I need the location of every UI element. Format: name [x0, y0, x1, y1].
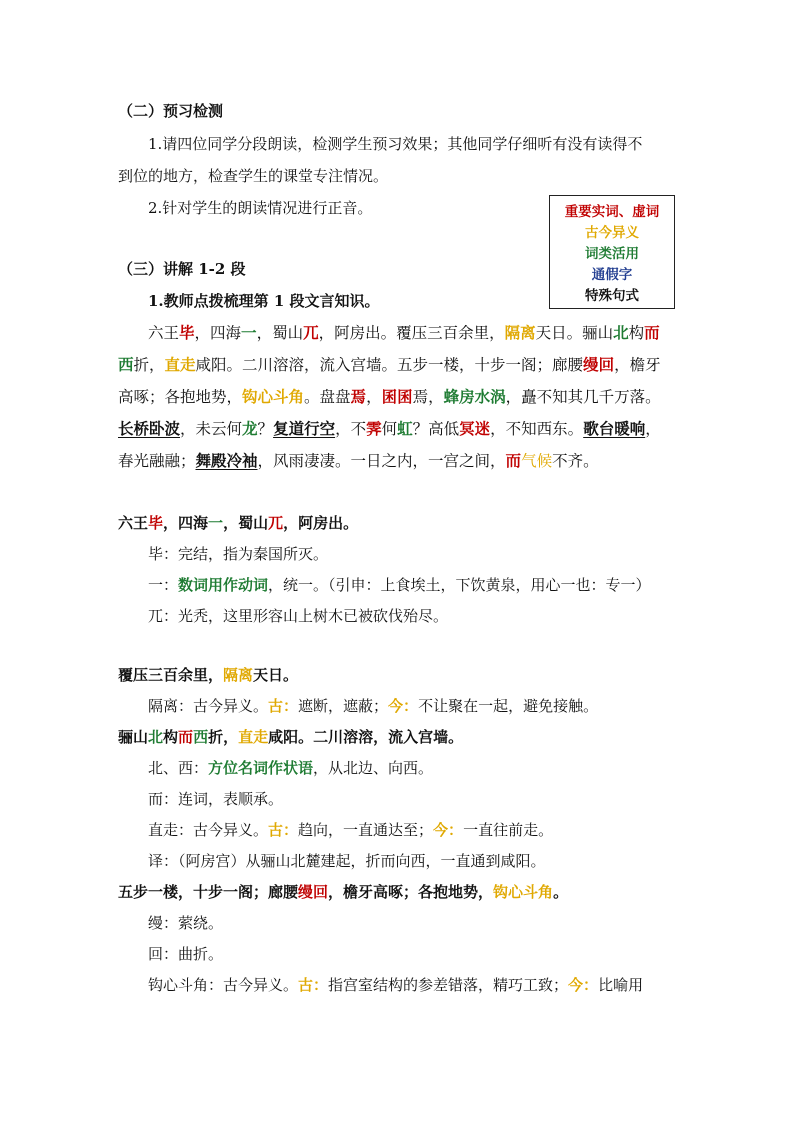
text: ，蜀山	[256, 324, 304, 342]
key-word: 囷囷	[381, 387, 413, 406]
ancient-label: 古：	[298, 976, 329, 994]
note-line	[148, 574, 651, 596]
text: 春光融融；	[118, 452, 196, 470]
legend-item-key-words: 重要实词、虚词	[564, 204, 660, 220]
text: 咸阳。二川溶溶，流入宫墙。	[268, 728, 464, 746]
text: ，不知西东。	[490, 420, 584, 438]
key-word: 缦回	[298, 883, 329, 901]
passage-line-4	[118, 418, 661, 440]
text: ，檐牙	[614, 356, 661, 374]
sentence-heading	[118, 664, 298, 686]
text: 钩心斗角：古今异义。	[148, 976, 299, 994]
word-class: 西	[193, 728, 209, 746]
text: 何	[381, 420, 398, 438]
modern-label: 今：	[433, 821, 464, 839]
key-word: 而	[644, 323, 660, 342]
modern-label: 今：	[568, 976, 599, 994]
ancient-modern: 隔离	[223, 666, 254, 684]
sentence-heading	[118, 512, 358, 534]
special-syntax: 复道行空	[273, 419, 336, 438]
color-legend-box	[549, 195, 675, 309]
note-line	[148, 974, 643, 996]
text: 天日。	[253, 666, 299, 684]
word-class: 北	[613, 323, 629, 342]
note-line: 兀：光秃，这里形容山上树木已被砍伐殆尽。	[148, 607, 449, 625]
text: 隔离：古今异义。	[148, 697, 269, 715]
note-line: 译：（阿房宫）从骊山北麓建起，折而向西，一直通到咸阳。	[148, 852, 546, 870]
key-word: 焉	[350, 387, 367, 406]
note-line: 回：曲折。	[148, 945, 224, 963]
text: ，从北边、向西。	[313, 759, 434, 777]
passage-line-3	[118, 386, 661, 408]
text: 六王	[148, 324, 180, 342]
passage-line-5	[118, 450, 599, 472]
key-word: 冥迷	[459, 419, 491, 438]
text: 北、西：	[148, 759, 209, 777]
note-line: 缦：萦绕。	[148, 914, 224, 932]
sentence-heading	[118, 881, 568, 903]
text: 指宫室结构的参差错落，精巧工致；	[328, 976, 569, 994]
note-line: 而：连词，表顺承。	[148, 790, 284, 808]
word-class: 北	[148, 728, 164, 746]
word-class: 虹	[397, 419, 413, 438]
text: ，檐牙高啄；各抱地势，	[328, 883, 494, 901]
note-line: 毕：完结，指为秦国所灭。	[148, 545, 329, 563]
text: 一：	[148, 576, 179, 594]
special-syntax: 长桥卧波	[118, 419, 181, 438]
text: ，未云何	[180, 420, 243, 438]
text: ，	[645, 420, 661, 438]
ancient-label: 古：	[268, 697, 299, 715]
ancient-modern: 直走	[238, 728, 269, 746]
note-line	[148, 819, 553, 841]
key-word: 毕	[179, 323, 195, 342]
sentence-heading	[118, 726, 463, 748]
text: 不齐。	[552, 452, 599, 470]
text: 一直往前走。	[463, 821, 554, 839]
legend-item-word-class: 词类活用	[585, 246, 639, 262]
key-word: 毕	[148, 514, 164, 532]
key-word: 而	[505, 451, 522, 470]
text: 构	[163, 728, 179, 746]
ancient-modern: 气候	[521, 452, 553, 470]
note-line	[148, 757, 433, 779]
text: 比喻用	[598, 976, 644, 994]
paragraph-line: 2.针对学生的朗读情况进行正音。	[148, 199, 373, 217]
section-heading-explain: （三）讲解 1-2 段	[118, 260, 246, 278]
key-word: 霁	[366, 419, 382, 438]
text: ，阿房出。覆压三百余里，	[318, 324, 505, 342]
text: ？	[257, 420, 274, 438]
text: 高啄；各抱地势，	[118, 388, 243, 406]
text: ，风雨凄凄。一日之内，一宫之间，	[257, 452, 506, 470]
text: 焉，	[412, 388, 444, 406]
ancient-modern: 隔离	[504, 323, 536, 342]
text: ，四海	[163, 514, 209, 532]
word-class: 西	[118, 355, 134, 374]
text: 折，	[133, 356, 165, 374]
sub-heading: 1.教师点拨梳理第 1 段文言知识。	[148, 292, 380, 310]
text: ，	[366, 388, 382, 406]
special-syntax: 歌台暖响	[583, 419, 646, 438]
word-class: 龙	[242, 419, 258, 438]
ancient-label: 古：	[268, 821, 299, 839]
word-class: 一	[208, 514, 224, 532]
note-line	[148, 695, 598, 717]
legend-item-special-syntax: 特殊句式	[585, 288, 639, 304]
text: ，矗不知其几千万落。	[505, 388, 661, 406]
key-word: 兀	[303, 323, 319, 342]
text: 不让聚在一起，避免接触。	[418, 697, 599, 715]
word-class: 方位名词作状语	[208, 759, 314, 777]
text: 。	[553, 883, 569, 901]
text: 骊山	[118, 728, 149, 746]
text: ，四海	[194, 324, 242, 342]
passage-line-1	[148, 322, 660, 344]
ancient-modern: 直走	[164, 355, 196, 374]
text: 覆压三百余里，	[118, 666, 224, 684]
ancient-modern: 钩心斗角	[493, 883, 554, 901]
text: ，阿房出。	[283, 514, 359, 532]
word-class: 蜂房水涡	[443, 387, 506, 406]
text: ，蜀山	[223, 514, 269, 532]
text: ，统一。（引申：上食埃土，下饮黄泉，用心一也：专一）	[268, 576, 651, 594]
key-word: 而	[178, 728, 194, 746]
key-word: 兀	[268, 514, 284, 532]
section-heading-preview-check: （二）预习检测	[118, 102, 224, 120]
text: 五步一楼，十步一阁；廊腰	[118, 883, 299, 901]
key-word: 缦回	[583, 355, 615, 374]
text: ，不	[335, 420, 367, 438]
legend-item-interchangeable: 通假字	[591, 267, 633, 283]
modern-label: 今：	[388, 697, 419, 715]
special-syntax: 舞殿冷袖	[195, 451, 258, 470]
text: 折，	[208, 728, 239, 746]
paragraph-line: 1.请四位同学分段朗读，检测学生预习效果；其他同学仔细听有没有读得不	[148, 135, 643, 153]
ancient-modern: 钩心斗角	[242, 387, 305, 406]
text: 。盘盘	[304, 388, 351, 406]
text: 咸阳。二川溶溶，流入宫墙。五步一楼，十步一阁；廊腰	[195, 356, 584, 374]
text: 天日。骊山	[535, 324, 614, 342]
text: 遮断，遮蔽；	[298, 697, 389, 715]
paragraph-line: 到位的地方，检查学生的课堂专注情况。	[118, 167, 389, 185]
passage-line-2	[118, 354, 661, 376]
legend-item-ancient-modern: 古今异义	[585, 225, 639, 241]
text: 构	[628, 324, 645, 342]
text: 直走：古今异义。	[148, 821, 269, 839]
text: 趋向，一直通达至；	[298, 821, 434, 839]
text: ？高低	[412, 420, 460, 438]
word-class: 数词用作动词	[178, 576, 269, 594]
text: 六王	[118, 514, 149, 532]
word-class: 一	[241, 323, 257, 342]
